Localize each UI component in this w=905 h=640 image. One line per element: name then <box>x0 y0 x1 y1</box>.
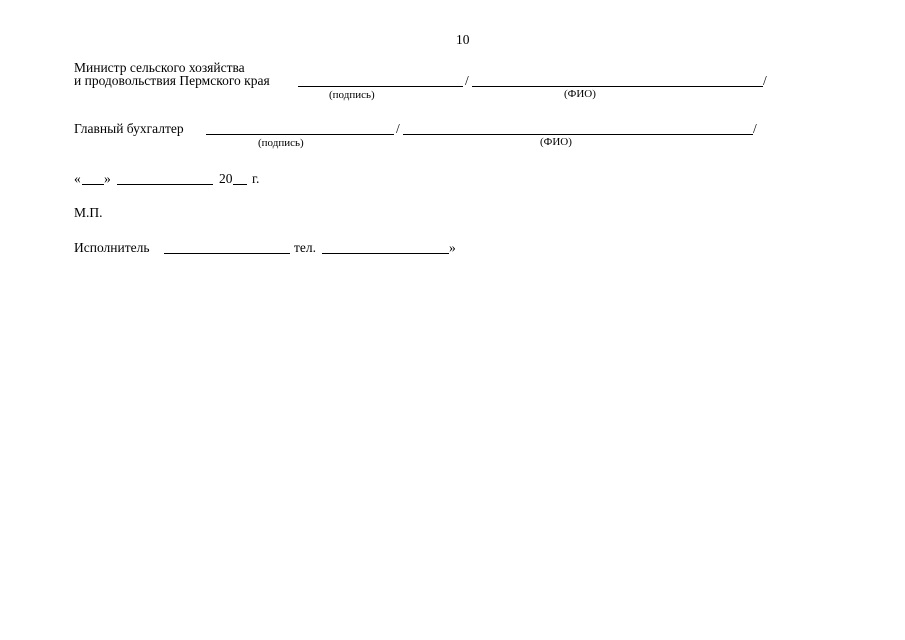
minister-title-line2: и продовольствия Пермского края <box>74 73 270 88</box>
accountant-title: Главный бухгалтер <box>74 121 184 136</box>
executor-name-field[interactable] <box>164 253 290 254</box>
page-number: 10 <box>456 32 470 47</box>
accountant-slash: / <box>396 121 400 136</box>
executor-phone-field[interactable] <box>322 253 449 254</box>
minister-name-line[interactable] <box>472 86 763 87</box>
stamp-placeholder: М.П. <box>74 205 103 220</box>
executor-phone-label: тел. <box>294 240 317 255</box>
accountant-signature-line[interactable] <box>206 134 394 135</box>
minister-title-line1: Министр сельского хозяйства <box>74 60 245 75</box>
date-year-prefix: 20 <box>219 171 233 186</box>
minister-slash: / <box>465 73 469 88</box>
date-year-suffix: г. <box>252 171 260 186</box>
accountant-name-caption: (ФИО) <box>540 136 572 148</box>
accountant-slash-end: / <box>753 121 757 136</box>
minister-name-caption: (ФИО) <box>564 88 596 100</box>
minister-slash-end: / <box>763 73 767 88</box>
date-year-field[interactable] <box>233 184 247 185</box>
accountant-name-line[interactable] <box>403 134 753 135</box>
date-close-quote: » <box>104 171 111 186</box>
minister-signature-caption: (подпись) <box>329 89 375 101</box>
minister-signature-line[interactable] <box>298 86 463 87</box>
executor-close-quote: » <box>449 240 456 255</box>
date-open-quote: « <box>74 171 81 186</box>
date-month-field[interactable] <box>117 184 213 185</box>
accountant-signature-caption: (подпись) <box>258 137 304 149</box>
executor-label: Исполнитель <box>74 240 150 255</box>
date-day-field[interactable] <box>82 184 104 185</box>
